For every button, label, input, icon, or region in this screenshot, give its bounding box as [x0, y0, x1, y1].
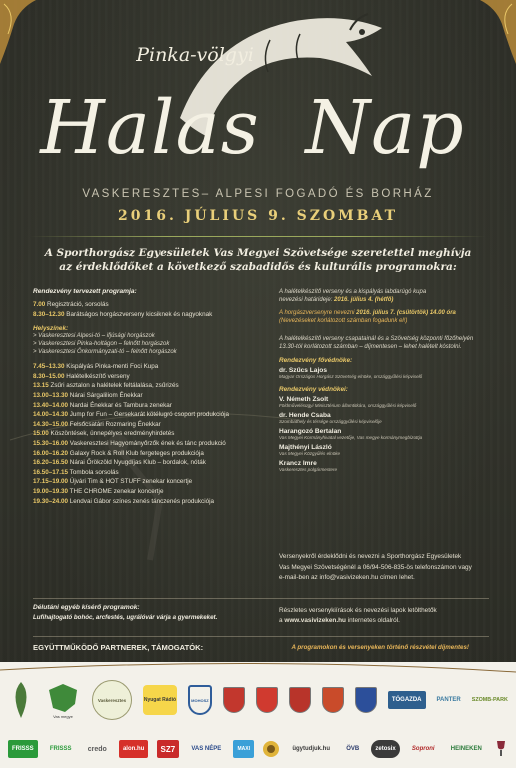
details-info	[279, 606, 493, 626]
contact-line: Vas Megyei Szövetségénél a 06/94-506-835-ös telefonszámon vagy	[279, 563, 472, 571]
logo-text: Soproni	[411, 746, 435, 752]
winery-icon	[494, 740, 508, 758]
program-time: 19.30–24.00	[33, 497, 69, 505]
program-item	[33, 429, 265, 439]
coat-of-arms-icon	[223, 687, 245, 713]
deadline-notice-1	[279, 288, 489, 305]
logo-text: TÓGAZDA	[391, 697, 422, 703]
program-item	[33, 420, 265, 430]
program-item	[33, 381, 265, 391]
details-line: Részletes versenykiírások és nevezési lapok letölthetők	[279, 607, 437, 614]
program-item	[33, 372, 265, 382]
program-time: 8.30–15.00	[33, 372, 65, 380]
logo-text: Vas megye	[53, 713, 73, 719]
notice-date: 2016. július 7. (csütörtök) 14.00 óra	[356, 309, 456, 316]
partners-label: EGYÜTTMŰKÖDŐ PARTNEREK, TÁMOGATÓK:	[33, 643, 204, 652]
program-item	[33, 497, 265, 507]
sporthorgasz-seal-icon	[92, 680, 132, 720]
program-text: Galaxy Rock & Roll Klub fergeteges produkciója	[69, 449, 204, 457]
protectors-title: Rendezvény védnökei:	[279, 386, 348, 394]
logo-text: ÖVB	[346, 746, 360, 752]
togazda-icon	[388, 691, 426, 709]
logo-text: HEINEKEN	[450, 746, 482, 752]
logo-text: VAS NÉPE	[191, 746, 222, 752]
program-text: Halételkészítő verseny	[66, 372, 130, 380]
partners-bar	[33, 641, 489, 657]
program-text: Vaskeresztesi Hagyományőrzők ének és tánc produkció	[69, 439, 226, 447]
protector-role: Földművelésügyi Minisztérium államtitkára, országgyűlési képviselő	[279, 403, 417, 409]
contact-line: e-mail-ben az info@vasivizeken.hu címen lehet.	[279, 574, 415, 581]
notice-text: 13.30-tól korlátozott számban – díjmentesen – lehet halételt kóstolni.	[279, 344, 462, 351]
coat-of-arms-icon	[322, 687, 344, 713]
protector-role: Vaskeresztes polgármestere	[279, 467, 338, 473]
program-text: Nárai Sárgaliliom Énekkar	[69, 391, 143, 399]
program-item	[33, 449, 265, 459]
program-time: 19.00–19.30	[33, 487, 69, 495]
program-item	[33, 439, 265, 449]
contact-line: Versenyekről érdeklődni és nevezni a Sporthorgász Egyesületek	[279, 553, 462, 560]
logo-text: zetosix	[375, 746, 396, 752]
zetosix-icon	[371, 740, 399, 758]
notice-text: nevezési határideje:	[279, 297, 333, 304]
program-text: Regisztráció, sorsolás	[47, 301, 109, 308]
maxi-icon	[233, 740, 254, 758]
logo-text: MAXI	[237, 746, 250, 752]
ugytudjuk-icon	[288, 740, 334, 758]
tasting-notice	[279, 335, 489, 352]
program-time: 13.15	[33, 382, 49, 390]
separator	[33, 598, 489, 599]
program-time: 8.30–12.30	[33, 310, 65, 318]
patron-name: dr. Szűcs Lajos	[279, 367, 328, 375]
notice-text	[279, 309, 489, 317]
logo-text: alon.hu	[122, 746, 145, 752]
program-column	[33, 288, 265, 506]
notice-text	[279, 296, 489, 304]
program-time: 16.20–16.50	[33, 459, 69, 467]
protector-name: V. Németh Zsolt	[279, 396, 329, 404]
program-item	[33, 310, 265, 320]
sponsor-row-1	[8, 674, 508, 726]
alon-icon	[119, 740, 148, 758]
program-item	[33, 487, 265, 497]
frisss-icon	[8, 740, 38, 758]
program-item	[33, 401, 265, 411]
program-time: 16.00–16.20	[33, 449, 69, 457]
brand-header	[0, 0, 516, 210]
program-time: 7.00	[33, 301, 46, 308]
nyugat-radio-icon	[143, 685, 177, 715]
coat-of-arms-icon	[256, 687, 278, 713]
panter-icon	[437, 697, 461, 703]
protector-name: Krancz Imre	[279, 460, 317, 468]
notice-text: A halételkészítő verseny csapatainál és a Szövetség központi főzőhelyén	[279, 335, 474, 342]
contact-info	[279, 552, 493, 584]
program-time: 14.00–14.30	[33, 411, 69, 419]
program-item	[33, 410, 265, 420]
afternoon-body: Lufihajtogató bohóc, arcfestés, ugrálóvár várja a gyermekeket.	[33, 614, 218, 621]
venue-item: > Vaskeresztesi Pinka-holtágon – felnőtt horgászok	[33, 341, 170, 348]
program-text: Felsőcsatári Rozmaring Énekkar	[69, 420, 161, 428]
details-line	[279, 616, 493, 626]
program-item	[33, 362, 265, 372]
logo-text: MOHOSZ	[191, 697, 209, 703]
program-time: 13.00–13.30	[33, 391, 69, 399]
logo-text: FRISSS	[12, 746, 34, 752]
protector-role: Vas Megyei Közgyűlés elnöke	[279, 451, 341, 457]
protector-name: Majthényi László	[279, 444, 332, 452]
subtitle-pinka-volgyi: Pinka-völgyi	[136, 44, 254, 66]
program-time: 14.30–15.00	[33, 420, 69, 428]
title-halas: Halas	[40, 85, 260, 171]
protector-role: Szombathely és térsége országgyűlési képviselője	[279, 419, 382, 425]
szombpark-icon	[472, 697, 508, 703]
logo-text: FRISSS	[49, 746, 72, 752]
program-title: Rendezvény tervezett programja:	[33, 288, 137, 295]
afternoon-title: Délutáni egyéb kísérő programok:	[33, 604, 140, 611]
program-text: Barátságos horgászverseny kicsiknek és nagyoknak	[66, 310, 213, 318]
program-item	[33, 458, 265, 468]
program-item	[33, 477, 265, 487]
program-time: 13.40–14.00	[33, 401, 69, 409]
afternoon-programs	[33, 604, 265, 621]
invitation-text	[40, 246, 476, 274]
program-item	[33, 391, 265, 401]
notice-text: A horgászversenyre nevezni	[279, 309, 355, 316]
program-item	[33, 300, 265, 310]
notice-text: (Nevezéseket korlátozott számban fogadunk el!)	[279, 318, 408, 325]
program-text: Zsűri asztalon a halételek feltálalása, zsűrizés	[50, 382, 179, 390]
venue-line: VASKERESZTES– ALPESI FOGADÓ ÉS BORHÁZ	[82, 188, 434, 200]
frisss-tv-icon	[46, 740, 76, 758]
program-text: THE CHROME zenekar koncertje	[69, 487, 164, 495]
coat-of-arms-icon	[289, 687, 311, 713]
program-time: 16.50–17.15	[33, 468, 69, 476]
title-nap: Nap	[305, 85, 465, 171]
program-time: 17.15–19.00	[33, 478, 69, 486]
patron-role: Magyar Országos Horgász Szövetség elnöke, országgyűlési képviselő	[279, 374, 423, 380]
invitation-line-1: A Sporthorgász Egyesületek Vas Megyei Szövetsége szeretettel meghívja	[44, 247, 472, 259]
heineken-icon	[447, 740, 486, 758]
logo-text: PANTER	[436, 697, 461, 703]
county-map-icon	[45, 682, 81, 719]
program-text: Kispályás Pinka-menti Foci Kupa	[66, 363, 159, 371]
notice-text: A halételkészítő verseny és a kispályás labdarúgó kupa	[279, 289, 427, 295]
details-text: a	[279, 617, 283, 624]
program-text: Nárai Őrökzöld Nyugdíjas Klub – bordalok, nóták	[69, 459, 206, 467]
venues-title: Helyszínek:	[33, 325, 69, 333]
invitation-line-2: az érdeklődőket a következő szabadidős és kulturális programokra:	[59, 261, 457, 273]
vas-nepe-icon	[187, 740, 225, 758]
program-text: Újvári Tim & HOT STUFF zenekar koncertje	[69, 478, 193, 486]
logo-text: Vaskeresztes	[97, 697, 127, 703]
logo-text: SZ7	[160, 744, 176, 754]
logo-text: Nyugat Rádió	[143, 697, 177, 703]
program-time: 15.00	[33, 430, 49, 438]
sponsor-row-2	[8, 738, 508, 760]
program-text: Lendvai Gábor színes zenés tánczenés produkciója	[69, 497, 214, 505]
free-participation-note: A programokon és versenyeken történő részvétel díjmentes!	[291, 644, 469, 651]
program-text: Jump for Fun – Gersekarát kötélugró csoport produkciója	[69, 411, 230, 419]
program-time: 15.30–16.00	[33, 439, 69, 447]
notice-date: 2016. július 4. (hétfő)	[334, 297, 394, 304]
website-link[interactable]: www.vasivizeken.hu	[284, 617, 346, 624]
program-time: 7.45–13.30	[33, 363, 65, 371]
mohosz-icon	[188, 685, 212, 715]
sponsor-logo-strip	[0, 662, 516, 768]
event-date: 2016. JÚLIUS 9. SZOMBAT	[118, 208, 398, 224]
separator	[33, 636, 489, 637]
patron-title: Rendezvény fővédnöke:	[279, 357, 353, 365]
ovb-icon	[342, 740, 363, 758]
logo-text: ügytudjuk.hu	[292, 746, 330, 752]
coat-of-arms-icon	[355, 687, 377, 713]
program-item	[33, 468, 265, 478]
program-text: Tombola sorsolás	[69, 468, 119, 476]
logo-text: credo	[87, 745, 107, 753]
protector-name: dr. Hende Csaba	[279, 412, 331, 420]
info-column	[279, 288, 489, 473]
divider	[30, 236, 486, 237]
program-text: Nardai Énekkar és Tambura zenekar	[69, 401, 172, 409]
deadline-notice-2	[279, 309, 489, 326]
protector-role: Vas Megyei Kormányhivatal vezetője, Vas megye kormánymegbízottja	[279, 435, 423, 441]
sz7-icon	[157, 740, 180, 758]
credo-icon	[84, 740, 111, 758]
logo-text: SZOMB-PARK	[471, 697, 508, 703]
fish-badge-icon	[8, 680, 34, 720]
cooperative-icon	[262, 740, 280, 758]
venue-item: > Vaskeresztesi Önkormányzati-tó – felnőtt horgászok	[33, 349, 177, 356]
venue-item: > Vaskeresztesi Alpesi-tó – ifjúsági horgászok	[33, 333, 155, 340]
program-text: Köszöntések, ünnepélyes eredményhirdetés	[50, 430, 175, 438]
soproni-icon	[408, 740, 439, 758]
details-text: internetes oldalról.	[347, 617, 400, 624]
protector-name: Harangozó Bertalan	[279, 428, 342, 436]
